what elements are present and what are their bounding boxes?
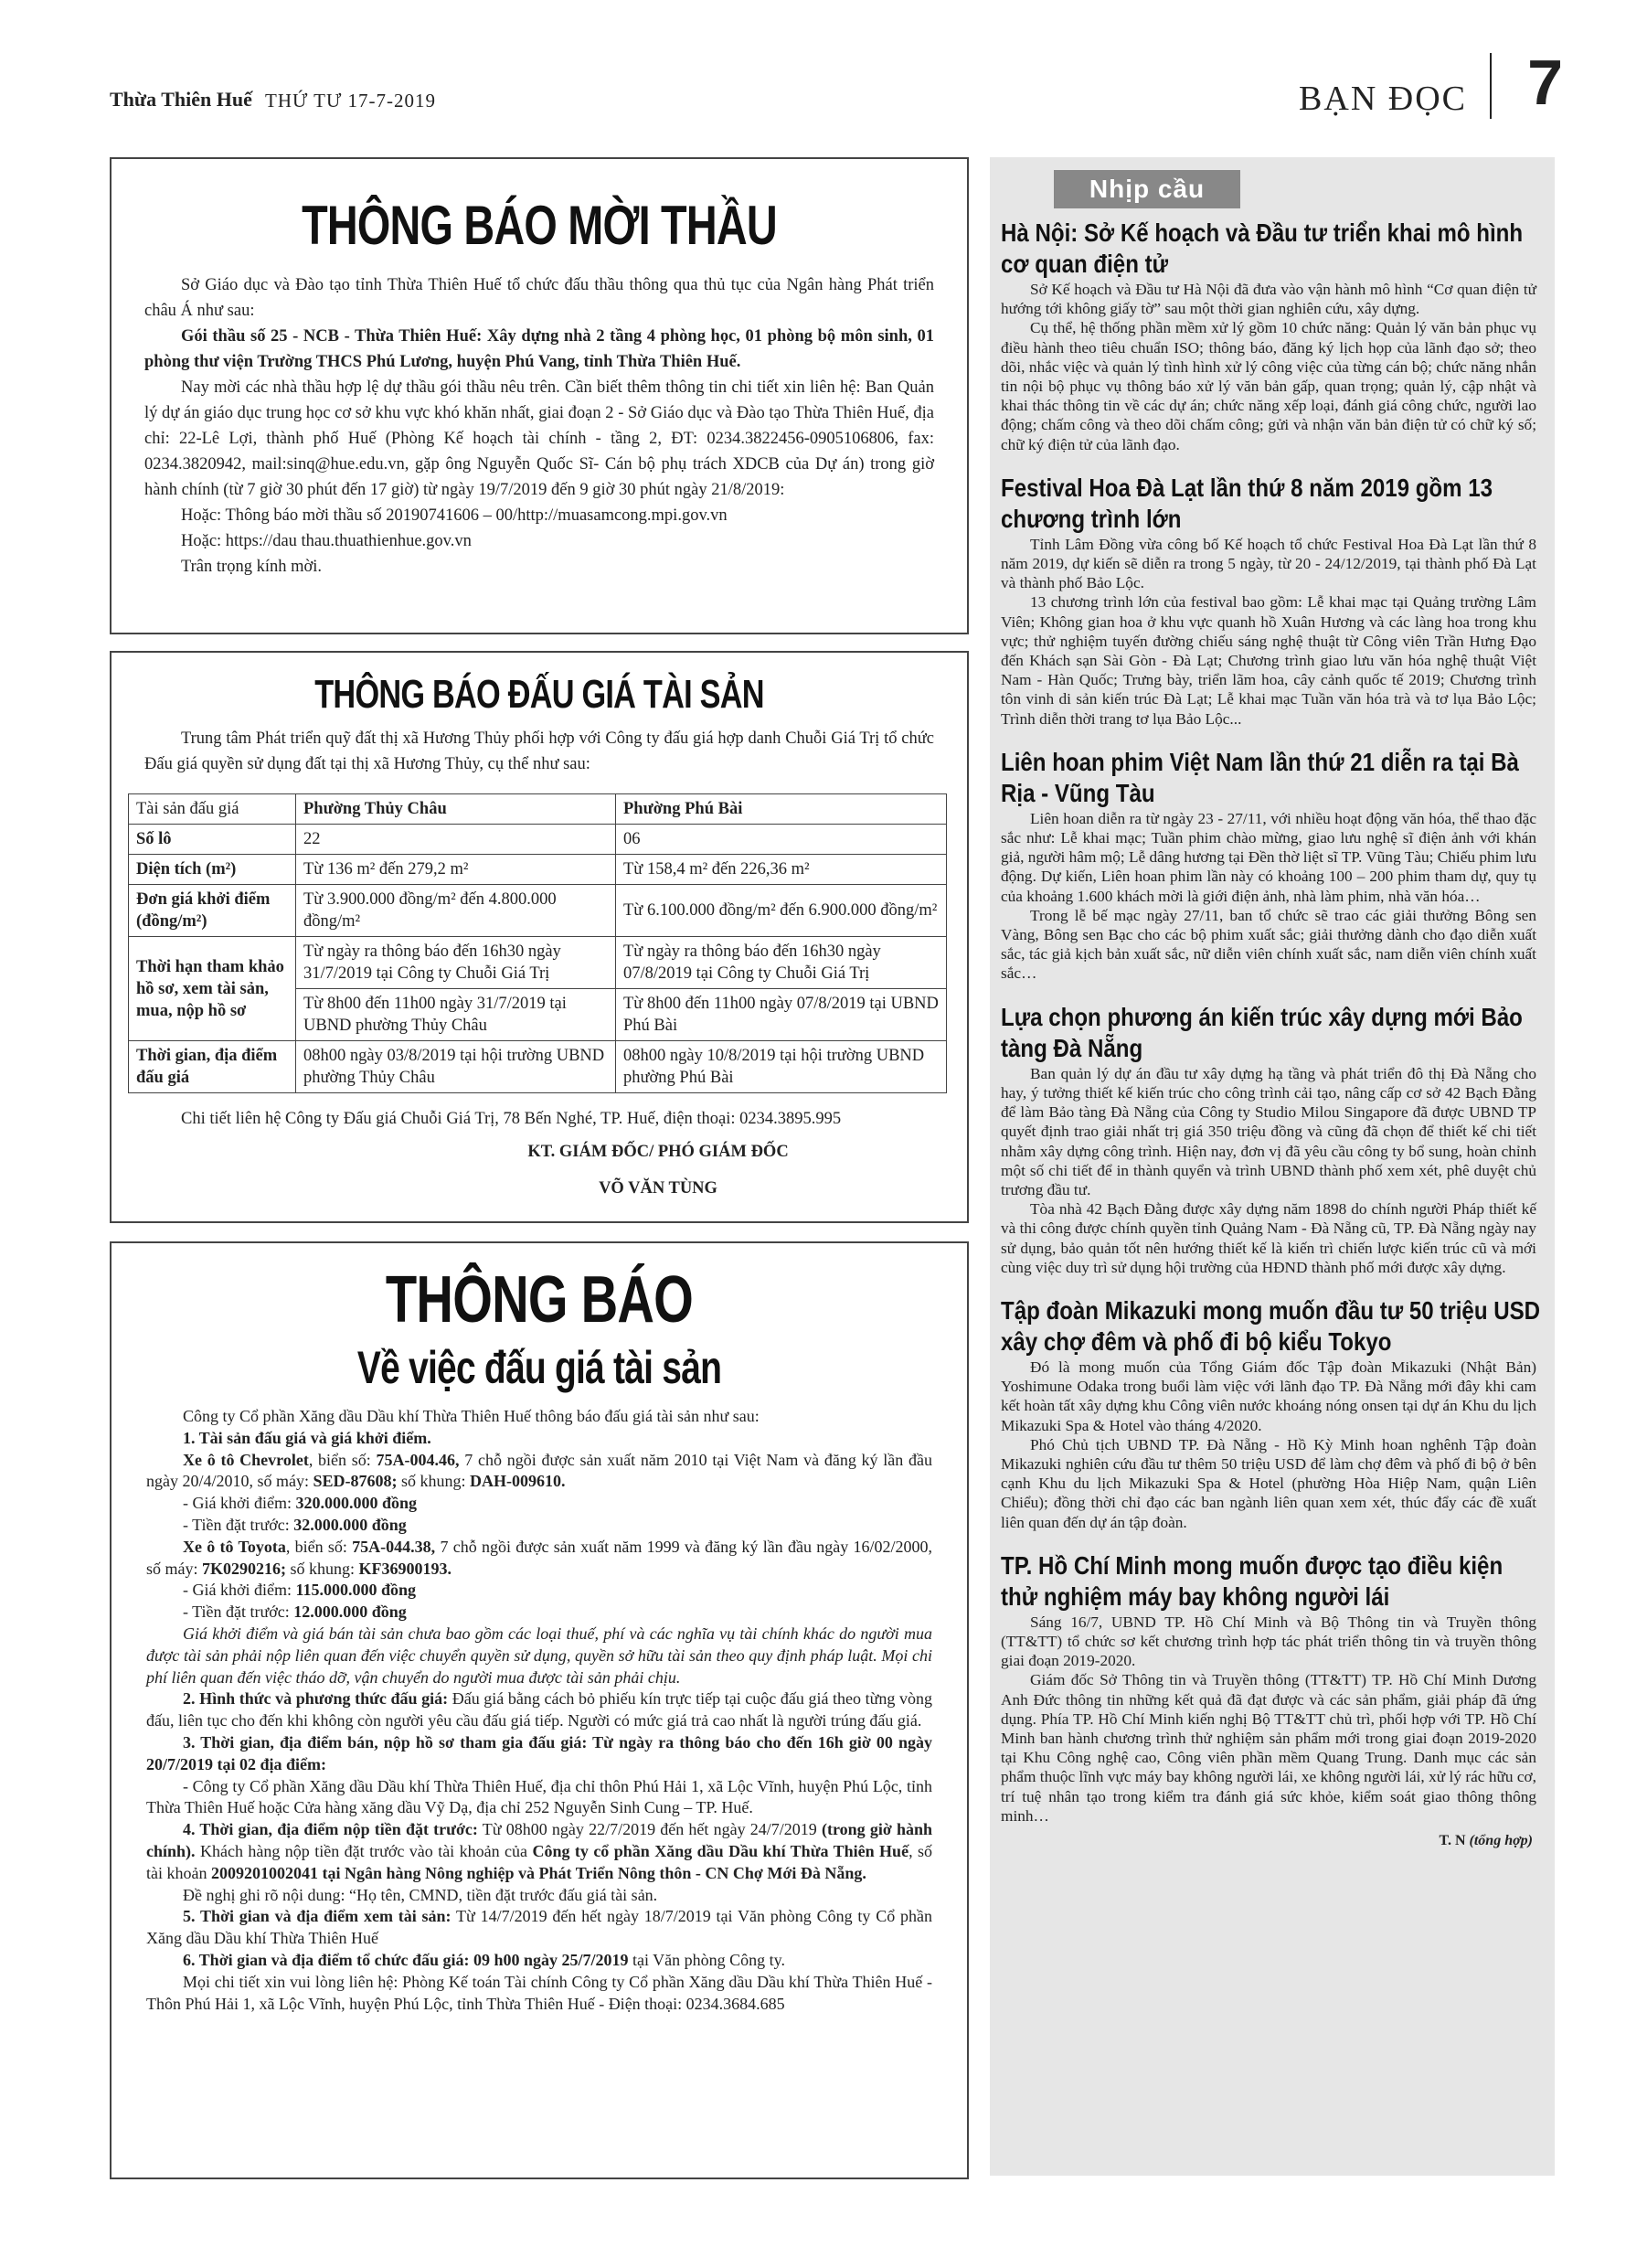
news-headline: Lựa chọn phương án kiến trúc xây dựng mới Bảo tàng Đà Nẵng [1001, 1002, 1523, 1062]
text: , số tài khoản [146, 1841, 932, 1882]
car-2-engine: 7K0290216; [202, 1559, 286, 1578]
paragraph: Sáng 16/7, UBND TP. Hồ Chí Minh và Bộ Thông tin và Truyền thông (TT&TT) tổ chức sơ kết chương trình hợp tác phát triển thông tin và truyền thông giai đoạn 2019-2020. [1001, 1613, 1536, 1670]
tender-p2: Gói thầu số 25 - NCB - Thừa Thiên Huế: Xây dựng nhà 2 tầng 4 phòng học, 01 phòng bộ môn sinh, 01 phòng thư viện Trường THCS Phú Lương, huyện Phú Vang, tỉnh Thừa Thiên Huế. [144, 327, 934, 371]
table-cell: Từ ngày ra thông báo đến 16h30 ngày 31/7/2019 tại Công ty Chuỗi Giá Trị [296, 937, 616, 989]
text: 7 chỗ ngồi được sản xuất năm 2010 tại Việt Nam và đăng ký lần đầu ngày 20/4/2010, số máy: [146, 1450, 932, 1491]
vehicle-auction-notice [110, 1241, 969, 2179]
car-1-name: Xe ô tô Chevrolet [183, 1450, 309, 1469]
paragraph: Sở Kế hoạch và Đầu tư Hà Nội đã đưa vào vận hành mô hình “Cơ quan điện tử hướng tới không giấy tờ” sau một thời gian nghiên cứu, xây dựng. [1001, 281, 1536, 318]
section-5 [146, 1906, 932, 1950]
tender-notice [110, 157, 969, 634]
value: 320.000.000 đồng [295, 1494, 418, 1513]
credit-name: T. N [1439, 1832, 1466, 1848]
tender-p5: Hoặc: https://dau thau.thuathienhue.gov.vn [181, 532, 472, 550]
news-body [1001, 1358, 1544, 1532]
page-header [110, 47, 1563, 118]
section-4 [146, 1819, 932, 1884]
text: 7 chỗ ngồi được sản xuất năm 1999 và đăng ký lần đầu ngày 16/02/2000, số máy: [146, 1537, 932, 1578]
paper-name: Thừa Thiên Huế [110, 88, 252, 111]
news-column [990, 157, 1555, 2176]
label: 4. Thời gian, địa điểm nộp tiền đặt trước: [183, 1820, 478, 1839]
car-1-deposit [146, 1515, 932, 1537]
text: Từ 14/7/2019 đến hết ngày 18/7/2019 tại Văn phòng Công ty Cổ phần Xăng dầu Dầu khí Thừa Thiên Huế [146, 1907, 932, 1948]
text: Khách hàng nộp tiền đặt trước vào tài khoản của [195, 1841, 533, 1860]
paragraph: Ban quản lý dự án đầu tư xây dựng hạ tầng và phát triển đô thị Đà Nẵng cho hay, ý tưởng thiết kế kiến trúc cho công trình cải tạo, nâng cấp cơ sở 42 Bạch Đằng để làm Bảo tàng Đà Nẵng của Công ty Studio Milou Singapore đã được UBND TP quyết định trao giải nhất trị giá 350 triệu đồng và cũng đã chọn để thiết kế chi tiết nhằm xây dựng công trình. Hiện nay, đơn vị đã yêu cầu công ty bổ sung, hoàn chỉnh một số chi tiết để in thành quyển và trình UBND thành phố xem xét, phê duyệt chủ trương đầu tư. [1001, 1064, 1536, 1198]
news-item [1001, 473, 1544, 729]
news-body [1001, 1064, 1544, 1277]
news-headline: TP. Hồ Chí Minh mong muốn được tạo điều kiện thử nghiệm máy bay không người lái [1001, 1550, 1504, 1611]
car-2 [146, 1537, 932, 1581]
label: 2. Hình thức và phương thức đấu giá: [183, 1689, 449, 1709]
table-cell: 08h00 ngày 03/8/2019 tại hội trường UBND phường Thủy Châu [296, 1041, 616, 1093]
table-cell: 22 [296, 825, 616, 855]
car-1-engine: SED-87608; [313, 1472, 398, 1491]
car-2-price [146, 1580, 932, 1602]
car-2-plate: 75A-044.38, [352, 1537, 436, 1556]
land-auction-intro-text: Trung tâm Phát triển quỹ đất thị xã Hương Thủy phối hợp với Công ty đấu giá hợp danh Chuỗi Giá Trị tổ chức Đấu giá quyền sử dụng đất tại thị xã Hương Thủy, cụ thể như sau: [144, 729, 934, 773]
text: Từ 08h00 ngày 22/7/2019 đến hết ngày 24/7/2019 [477, 1820, 822, 1839]
table-header-cell: Tài sản đấu giá [129, 794, 296, 825]
closing: Mọi chi tiết xin vui lòng liên hệ: Phòng Kế toán Tài chính Công ty Cổ phần Xăng dầu Dầu khí Thừa Thiên Huế - Thôn Phú Hải 1, xã Lộc Vĩnh, huyện Phú Lộc, tỉnh Thừa Thiên Huế - Điện thoại: 0234.3684.685 [146, 1972, 932, 2013]
news-headline: Hà Nội: Sở Kế hoạch và Đầu tư triển khai mô hình cơ quan điện tử [1001, 218, 1524, 278]
column-tag: Nhịp cầu [1054, 170, 1240, 208]
section-1: 1. Tài sản đấu giá và giá khởi điểm. [183, 1428, 431, 1447]
news-item [1001, 1550, 1544, 1849]
car-2-frame: KF36900193. [358, 1559, 452, 1578]
section-name: BẠN ĐỌC [1299, 80, 1467, 118]
table-row [129, 937, 947, 989]
label: - Giá khởi điểm: [183, 1581, 296, 1600]
header-divider [1490, 53, 1492, 119]
car-1-price [146, 1493, 932, 1515]
text: Đấu giá bằng cách bỏ phiếu kín trực tiếp tại cuộc đấu giá theo từng vòng đấu, liên tục cho đến khi không còn người yêu cầu đấu giá tiếp. Người có mức giá trả cao nhất là người trúng đấu giá. [146, 1689, 932, 1730]
paragraph: Trong lễ bế mạc ngày 27/11, ban tổ chức sẽ trao các giải thưởng Bông sen Vàng, Bông sen Bạc cho các bộ phim xuất sắc; giải thưởng dành cho đạo diễn xuất sắc, tác giả kịch bản xuất sắc, nữ diễn viên chính xuất sắc, nam diễn viên chính xuất sắc… [1001, 906, 1536, 983]
table-header-cell: Phường Phú Bài [616, 794, 947, 825]
table-cell: Từ 8h00 đến 11h00 ngày 31/7/2019 tại UBND phường Thủy Châu [296, 989, 616, 1041]
label: 6. Thời gian và địa điểm tổ chức đấu giá: 09 h00 ngày 25/7/2019 [183, 1950, 629, 1969]
text: số khung: [286, 1559, 359, 1578]
text: Công ty cổ phần Xăng dầu Dầu khí Thừa Thiên Huế [532, 1841, 909, 1860]
table-cell: Diện tích (m²) [129, 855, 296, 885]
section-6 [146, 1950, 932, 1972]
section-3: 3. Thời gian, địa điểm bán, nộp hồ sơ tham gia đấu giá: Từ ngày ra thông báo cho đến 16h giờ 00 ngày 20/7/2019 tại 02 địa điểm: [146, 1732, 932, 1773]
table-row [129, 855, 947, 885]
section-2 [146, 1688, 932, 1732]
text: , biển số: [285, 1537, 353, 1556]
table-cell: Từ 3.900.000 đồng/m² đến 4.800.000 đồng/m² [296, 885, 616, 937]
land-auction-notice [110, 651, 969, 1223]
news-body [1001, 1613, 1544, 1826]
text: số khung: [397, 1472, 471, 1491]
news-body [1001, 809, 1544, 984]
news-headline: Tập đoàn Mikazuki mong muốn đầu tư 50 triệu USD xây chợ đêm và phố đi bộ kiểu Tokyo [1001, 1295, 1541, 1356]
table-row [129, 825, 947, 855]
value: 115.000.000 đồng [295, 1581, 417, 1600]
news-item [1001, 1295, 1544, 1532]
tender-p1: Sở Giáo dục và Đào tạo tỉnh Thừa Thiên Huế tổ chức đấu thầu thông qua thủ tục của Ngân hàng Phát triển châu Á như sau: [144, 276, 934, 320]
land-auction-table [128, 793, 947, 1093]
label: 5. Thời gian và địa điểm xem tài sản: [183, 1907, 452, 1926]
vehicle-auction-title: THÔNG BÁO [385, 1263, 694, 1336]
issue-date: THỨ TƯ 17-7-2019 [265, 90, 437, 112]
text: 2009201002041 tại Ngân hàng Nông nghiệp và Phát Triển Nông thôn - CN Chợ Mới Đà Nẵng. [210, 1863, 866, 1882]
author-credit [1001, 1833, 1544, 1849]
land-auction-title: THÔNG BÁO ĐẤU GIÁ TÀI SẢN [314, 672, 764, 717]
tender-p6: Trân trọng kính mời. [181, 558, 323, 576]
tender-p4: Hoặc: Thông báo mời thầu số 20190741606 – 00/http://muasamcong.mpi.gov.vn [181, 506, 728, 525]
table-header-cell: Phường Thủy Châu [296, 794, 616, 825]
value: 32.000.000 đồng [293, 1515, 407, 1534]
table-cell: Từ 8h00 đến 11h00 ngày 07/8/2019 tại UBND Phú Bài [616, 989, 947, 1041]
paragraph: Đó là mong muốn của Tổng Giám đốc Tập đoàn Mikazuki (Nhật Bản) Yoshimune Odaka trong buổi làm việc với lãnh đạo TP. Đà Nẵng mới đây khi cam kết hoàn tất xây dựng khu Công viên nước khoáng nóng onsen tại dự án Khu du lịch Mikazuki Spa & Hotel vào tháng 4/2020. [1001, 1358, 1536, 1434]
text: (trong giờ hành chính). [146, 1820, 933, 1860]
news-body [1001, 280, 1544, 454]
table-cell: Thời hạn tham khảo hồ sơ, xem tài sản, mua, nộp hồ sơ [129, 937, 296, 1041]
paragraph: Cụ thể, hệ thống phần mềm xử lý gồm 10 chức năng: Quản lý văn bản phục vụ điều hành theo tiêu chuẩn ISO; thông báo, đăng ký lịch họp của lãnh đạo sở; theo dõi, nhắc việc và quản lý tình hình xử lý công việc của từng cán bộ; chức năng nhắn tin nội bộ phục vụ thông báo xử lý văn bản gấp, quan trọng; quản lý, cập nhật và khai thác thông tin về các dự án; chức năng xếp loại, đánh giá công chức, người lao động; chấm công và theo dõi chấm công; gửi và nhận văn bản điện tử có chữ ký số; chữ ký điện tử của lãnh đạo. [1001, 319, 1536, 453]
text: , biển số: [308, 1450, 377, 1469]
section-3-text: - Công ty Cổ phần Xăng dầu Dầu khí Thừa Thiên Huế, địa chỉ thôn Phú Hải 1, xã Lộc Vĩnh, huyện Phú Lộc, tỉnh Thừa Thiên Huế hoặc Cửa hàng xăng dầu Vỹ Dạ, địa chỉ 252 Nguyễn Sinh Cung – TP. Huế. [146, 1776, 932, 1817]
news-body [1001, 535, 1544, 729]
label: - Giá khởi điểm: [183, 1494, 296, 1513]
table-cell: Thời gian, địa điểm đấu giá [129, 1041, 296, 1093]
price-note: Giá khởi điểm và giá bán tài sản chưa bao gồm các loại thuế, phí và các nghĩa vụ tài chính khác do người mua được tài sản phải nộp liên quan đến việc chuyển quyền sử dụng, quyền sở hữu tài sản theo quy định pháp luật. Mọi chi phí liên quan đến việc tháo dỡ, vận chuyển do người mua được tài sản phải chịu. [146, 1624, 932, 1687]
credit-role: (tổng hợp) [1469, 1832, 1533, 1848]
table-cell: 08h00 ngày 10/8/2019 tại hội trường UBND phường Phú Bài [616, 1041, 947, 1093]
car-2-deposit [146, 1602, 932, 1624]
table-cell: Số lô [129, 825, 296, 855]
land-auction-intro [144, 726, 934, 777]
tender-p3: Nay mời các nhà thầu hợp lệ dự thầu gói thầu nêu trên. Cần biết thêm thông tin chi tiết xin liên hệ: Ban Quản lý dự án giáo dục trung học cơ sở khu vực khó khăn nhất, giai đoạn 2 - Sở Giáo dục và Đào tạo Thừa Thiên Huế, địa chỉ: 22-Lê Lợi, thành phố Huế (Phòng Kế hoạch tài chính - tầng 2, ĐT: 0234.3822456-0905106806, fax: 0234.3820942, mail:sinq@hue.edu.vn, gặp ông Nguyễn Quốc Sĩ- Cán bộ phụ trách XDCB của Dự án) trong giờ hành chính (từ 7 giờ 30 phút đến 17 giờ) từ ngày 19/7/2019 đến 9 giờ 30 phút ngày 21/8/2019: [144, 378, 934, 499]
news-headline: Liên hoan phim Việt Nam lần thứ 21 diễn ra tại Bà Rịa - Vũng Tàu [1001, 747, 1519, 807]
news-item [1001, 1002, 1544, 1277]
table-row [129, 794, 947, 825]
table-row [129, 885, 947, 937]
news-list [1001, 218, 1544, 1868]
car-1-frame: DAH-009610. [470, 1472, 566, 1491]
signer-name: VÕ VĂN TÙNG [599, 1179, 717, 1198]
value: 12.000.000 đồng [293, 1603, 407, 1622]
tender-body [144, 272, 934, 580]
table-cell: Từ 136 m² đến 279,2 m² [296, 855, 616, 885]
page-number: 7 [1527, 47, 1563, 118]
intro: Công ty Cổ phần Xăng dầu Dầu khí Thừa Thiên Huế thông báo đấu giá tài sản như sau: [183, 1407, 760, 1425]
label: - Tiền đặt trước: [183, 1603, 294, 1622]
land-auction-contact: Chi tiết liên hệ Công ty Đấu giá Chuỗi Giá Trị, 78 Bến Nghé, TP. Huế, điện thoại: 0234.3895.995 [181, 1110, 842, 1128]
table-cell: 06 [616, 825, 947, 855]
label: - Tiền đặt trước: [183, 1515, 294, 1534]
section-4-memo: Đề nghị ghi rõ nội dung: “Họ tên, CMND, tiền đặt trước đấu giá tài sản. [183, 1885, 658, 1904]
paragraph: Liên hoan diễn ra từ ngày 23 - 27/11, với nhiều hoạt động văn hóa, thể thao đặc sắc như: Lễ khai mạc; Tuần phim chào mừng, giao lưu nghệ sĩ điện ảnh với khán giả, người hâm mộ; Lễ dâng hương tại Đền thờ liệt sĩ TP. Vũng Tàu; Chiếu phim lưu động. Dự kiến, Liên hoan phim lần này có khoảng 100 – 200 phim tham dự, quy tụ của khoảng 1.600 khách mời là giới điện ảnh, nhà làm phim, nhà văn hóa… [1001, 809, 1536, 905]
car-1-plate: 75A-004.46, [376, 1450, 460, 1469]
signer-title: KT. GIÁM ĐỐC/ PHÓ GIÁM ĐỐC [527, 1143, 789, 1161]
paragraph: Giám đốc Sở Thông tin và Truyền thông (TT&TT) TP. Hồ Chí Minh Dương Anh Đức thông tin những kết quả đã đạt được và các sản phẩm, giải pháp đã ứng dụng. Phía TP. Hồ Chí Minh kiến nghị Bộ TT&TT chủ trì, phối hợp với TP. Hồ Chí Minh ban hành chương trình thử nghiệm sản phẩm mới trong giai đoạn 2019-2020 tại Khu Công nghệ cao, Công viên phần mềm Quang Trung. Danh mục các sản phẩm thuộc lĩnh vực máy bay không người lái, xe không người lái, xử lý rác hữu cơ, trí tuệ nhân tạo trong kiểm tra đánh giá sức khỏe, kiểm soát giao thông thông minh… [1001, 1671, 1536, 1825]
table-cell: Từ 158,4 m² đến 226,36 m² [616, 855, 947, 885]
vehicle-auction-body [146, 1406, 932, 2015]
table-cell: Đơn giá khởi điểm (đồng/m²) [129, 885, 296, 937]
tender-title: THÔNG BÁO MỜI THẦU [302, 195, 777, 256]
paragraph: Tỉnh Lâm Đồng vừa công bố Kế hoạch tổ chức Festival Hoa Đà Lạt lần thứ 8 năm 2019, dự kiến sẽ diễn ra trong 5 ngày, từ 20 - 24/12/2019, tại thành phố Đà Lạt và thành phố Bảo Lộc. [1001, 535, 1536, 592]
paragraph: Tòa nhà 42 Bạch Đằng được xây dựng năm 1898 do chính người Pháp thiết kế và thi công được chính quyền tỉnh Quảng Nam - Đà Nẵng cũ, TP. Đà Nẵng ngày nay sử dụng, bảo quản tốt nên hướng thiết kế là kiến trì chiến lược kiến trúc cũ và mới cùng việc duy trì sử dụng hội trường của HĐND thành phố mới được xây dựng. [1001, 1200, 1536, 1276]
news-headline: Festival Hoa Đà Lạt lần thứ 8 năm 2019 gồm 13 chương trình lớn [1001, 473, 1493, 533]
news-item [1001, 747, 1544, 984]
car-1 [146, 1450, 932, 1494]
paragraph: 13 chương trình lớn của festival bao gồm: Lễ khai mạc tại Quảng trường Lâm Viên; Không gian hoa ở khu vực quanh hồ Xuân Hương và các làng hoa trong khu vực; thử nghiệm tuyến đường chiếu sáng nghệ thuật từ Công viên Trần Hưng Đạo đến Khách sạn Sài Gòn - Đà Lạt; Chương trình giao lưu văn hóa nghệ thuật Việt Nam - Hàn Quốc; Trưng bày, triển lãm hoa, cây cảnh quốc tế 2019; Chương trình tôn vinh di sản kiến trúc Đà Lạt; Lễ khai mạc Tuần văn hóa trà và tơ lụa Bảo Lộc; Trình diễn thời trang tơ lụa Bảo Lộc... [1001, 593, 1536, 728]
paragraph: Phó Chủ tịch UBND TP. Đà Nẵng - Hồ Kỳ Minh hoan nghênh Tập đoàn Mikazuki nghiên cứu đầu tư thêm 50 triệu USD để làm chợ đêm và phố đi bộ ở bên cạnh Khu du lịch Mikazuki Spa & Hotel (phường Hòa Hiệp Nam, quận Liên Chiểu); đồng thời chỉ đạo các ban ngành liên quan xem xét, thúc đẩy các đề xuất liên quan đến dự án tập đoàn. [1001, 1435, 1536, 1531]
table-row [129, 1041, 947, 1093]
car-2-name: Xe ô tô Toyota [183, 1537, 286, 1556]
text: tại Văn phòng Công ty. [628, 1950, 786, 1969]
table-cell: Từ ngày ra thông báo đến 16h30 ngày 07/8/2019 tại Công ty Chuỗi Giá Trị [616, 937, 947, 989]
table-cell: Từ 6.100.000 đồng/m² đến 6.900.000 đồng/m² [616, 885, 947, 937]
vehicle-auction-subtitle: Về việc đấu giá tài sản [356, 1342, 722, 1393]
news-item [1001, 218, 1544, 454]
